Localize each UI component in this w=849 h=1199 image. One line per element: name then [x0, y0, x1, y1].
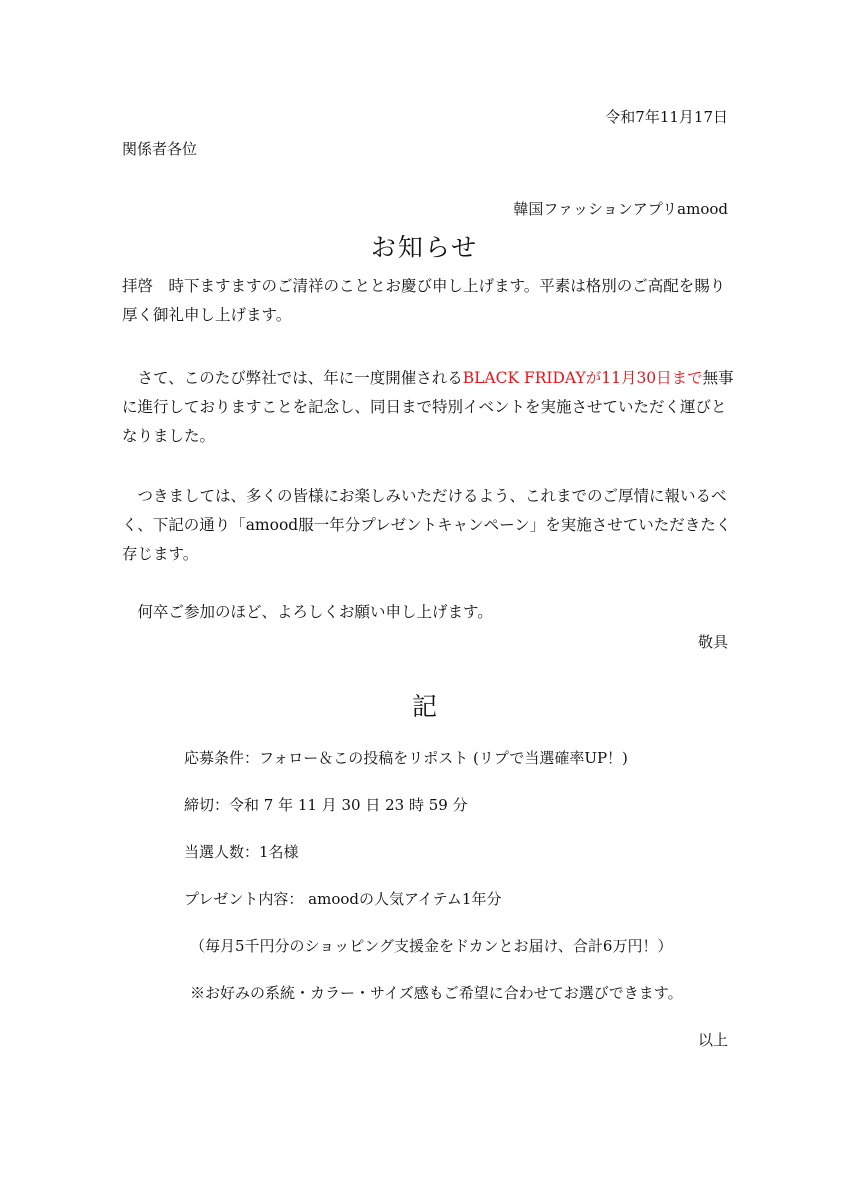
- section-heading: 記: [411, 692, 437, 721]
- end-word: 以上: [697, 1031, 728, 1049]
- detail-prize: プレゼント内容： amoodの人気アイテム1年分: [184, 890, 502, 908]
- closing-word: 敬具: [697, 633, 728, 651]
- recipient: 関係者各位: [122, 140, 198, 158]
- detail-condition: 応募条件：フォロー＆この投稿をリポスト (リプで当選確率UP！): [184, 749, 628, 767]
- announcement-paragraph: [122, 364, 734, 451]
- black-friday-highlight: BLACK FRIDAYが11月30日まで: [462, 369, 703, 387]
- announcement-text-end: 無事に進行しておりますことを記念し、同日まで特別イベントを実施させていただく運びとなりました。: [122, 369, 734, 445]
- greeting-paragraph: 拝啓 時下ますますのご清祥のこととお慶び申し上げます。平素は格別のご高配を賜り厚く御礼申し上げます。: [122, 277, 726, 324]
- detail-prize-note: （毎月5千円分のショッピング支援金をドカンとお届け、合計6万円！）: [190, 937, 673, 955]
- detail-deadline: 締切：令和 7 年 11 月 30 日 23 時 59 分: [184, 796, 468, 814]
- detail-winners: 当選人数：1名様: [184, 843, 299, 861]
- request-paragraph: 何卒ご参加のほど、よろしくお願い申し上げます。: [122, 603, 493, 621]
- detail-prize-note-2: ※お好みの系統・カラー・サイズ感もご希望に合わせてお選びできます。: [190, 984, 683, 1002]
- announcement-text-start: さて、このたび弊社では、年に一度開催される: [122, 369, 463, 387]
- letter-date: 令和7年11月17日: [605, 108, 728, 126]
- campaign-paragraph: つきましては、多くの皆様にお楽しみいただけるよう、これまでのご厚情に報いるべく、下記の通り「amood服一年分プレゼントキャンペーン」を実施させていただきたく存じます。: [122, 487, 732, 563]
- page-title: お知らせ: [370, 233, 479, 262]
- sender: 韓国ファッションアプリamood: [513, 200, 728, 218]
